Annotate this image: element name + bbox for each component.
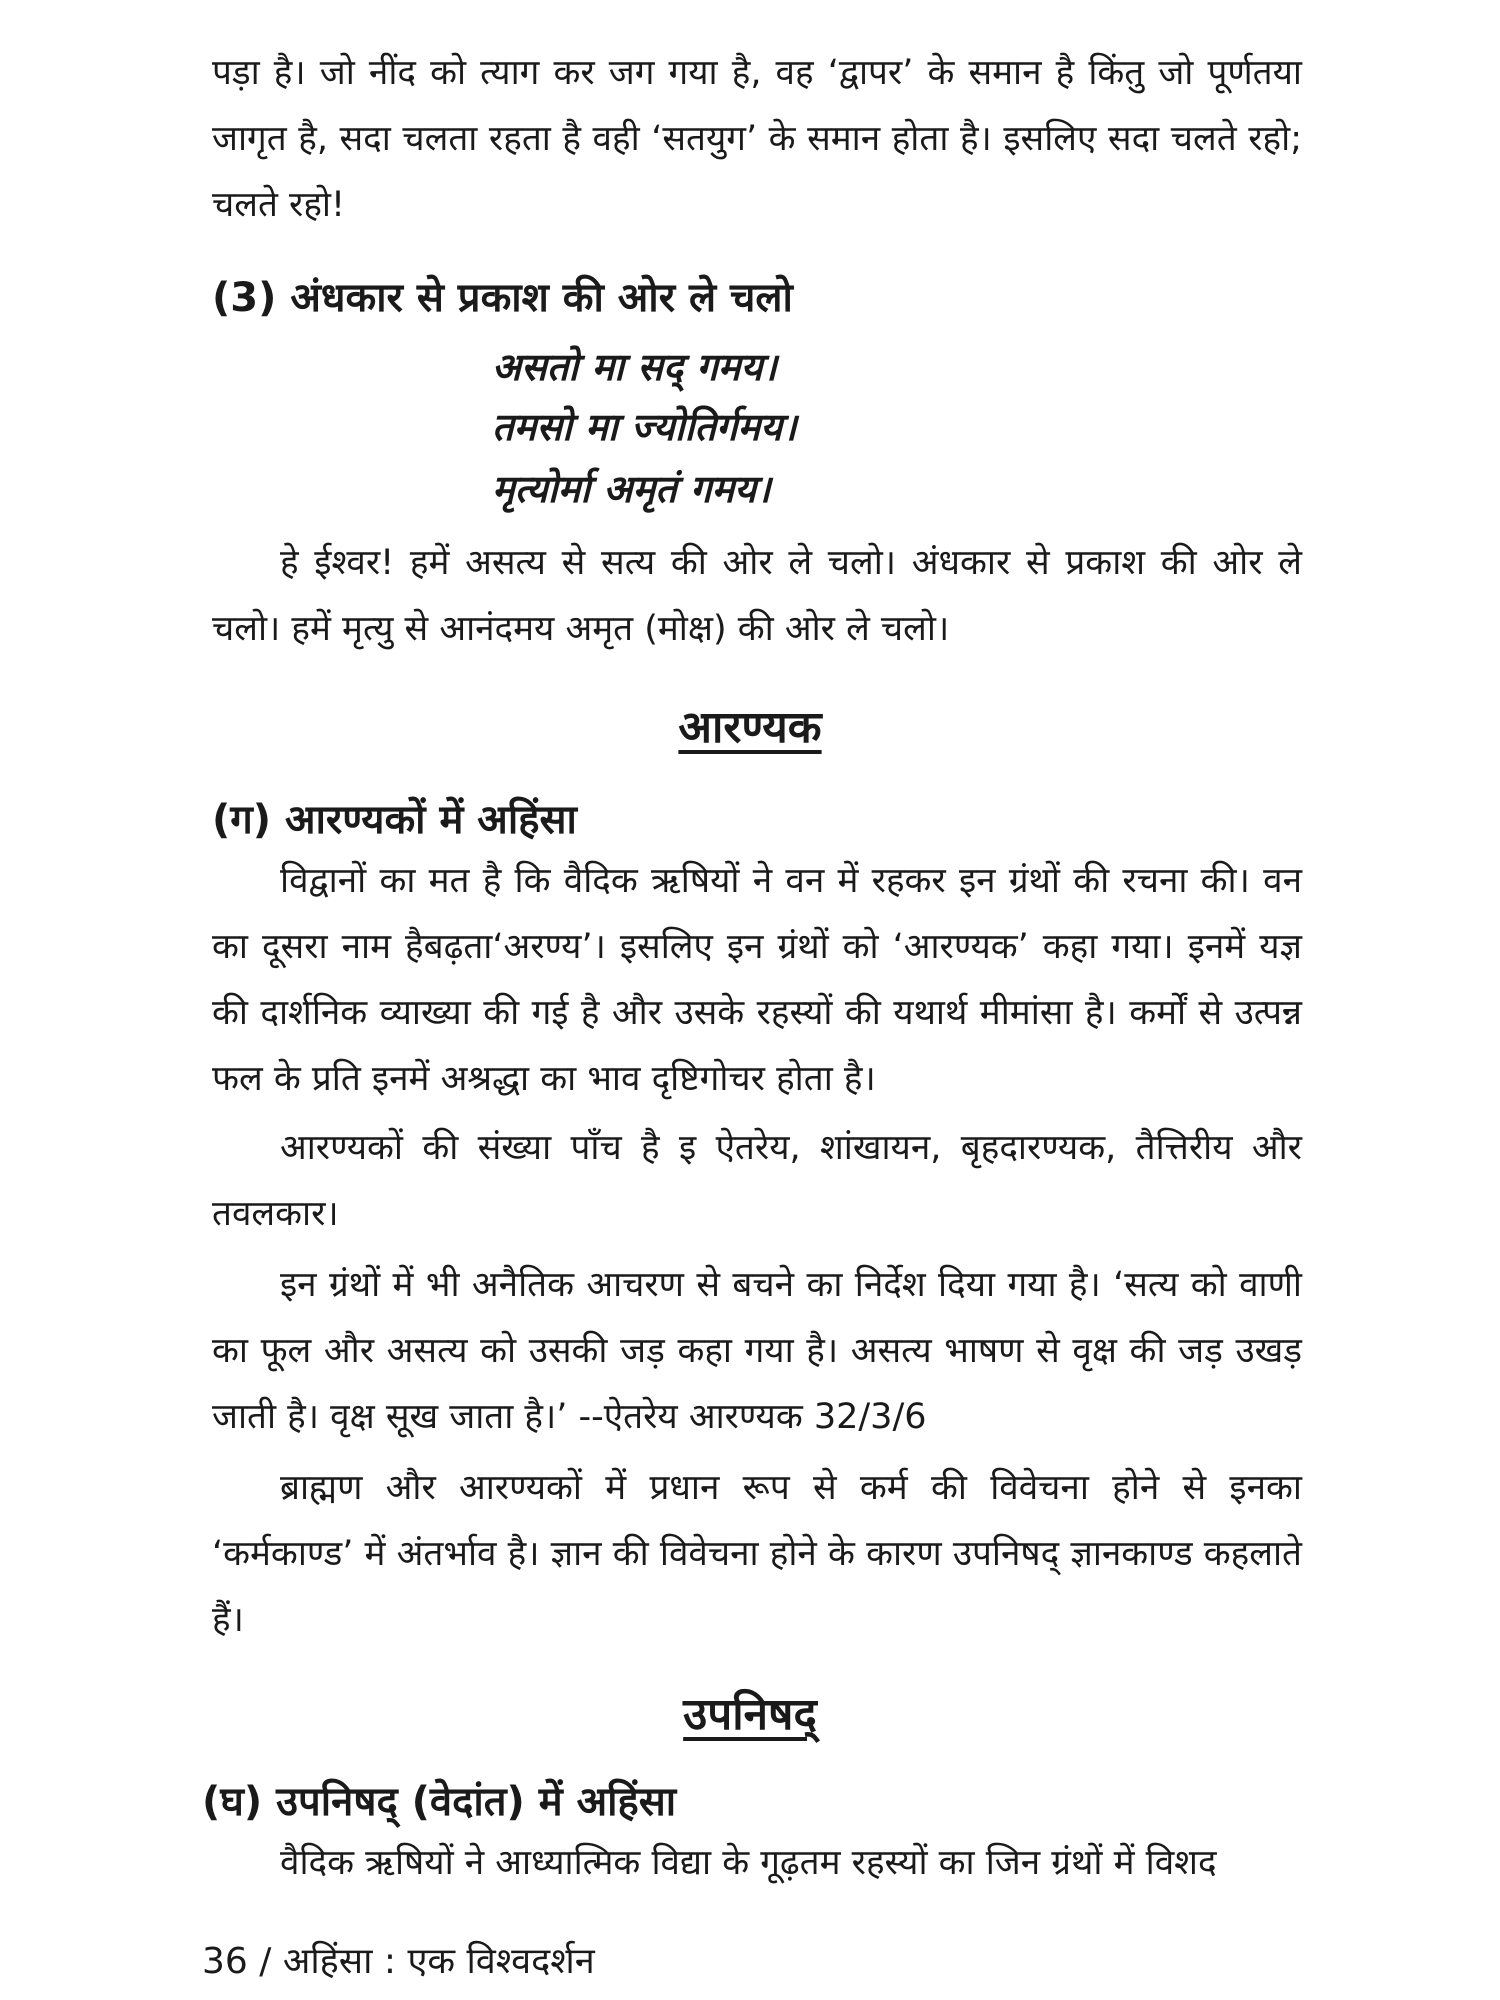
aranyak-title-text: आरण्यक — [678, 702, 822, 753]
top-paragraph: पड़ा है। जो नींद को त्याग कर जग गया है, वह ‘द्वापर’ के समान है किंतु जो पूर्णतया जागृत है, सदा चलता रहता है वही ‘सतयुग’ के समान होता है। इसलिए सदा चलते रहो; चलते रहो! — [212, 53, 1302, 225]
aranyak-title — [0, 695, 1500, 755]
upanishad-title-text: उपनिषद् — [683, 1689, 817, 1740]
aranyak-paragraph-1: विद्वानों का मत है कि वैदिक ऋषियों ने वन में रहकर इन ग्रंथों की रचना की। वन का दूसरा नाम हैबढ़ता‘अरण्य’। इसलिए इन ग्रंथों को ‘आरण्यक’ कहा गया। इनमें यज्ञ की दार्शनिक व्याख्या की गई है और उसके रहस्यों की यथार्थ मीमांसा है। कर्मों से उत्पन्न फल के प्रति इनमें अश्रद्धा का भाव दृष्टिगोचर होता है। — [212, 861, 1302, 1099]
verse-line-1: असतो मा सद् गमय। — [492, 345, 777, 389]
aranyak-paragraph-3: इन ग्रंथों में भी अनैतिक आचरण से बचने का निर्देश दिया गया है। ‘सत्य को वाणी का फूल और असत्य को उसकी जड़ कहा गया है। असत्य भाषण से वृक्ष की जड़ उखड़ जाती है। वृक्ष सूख जाता है।’ --ऐतरेय आरण्यक 32/3/6 — [212, 1265, 1302, 1437]
verse-meaning-paragraph: हे ईश्वर! हमें असत्य से सत्य की ओर ले चलो। अंधकार से प्रकाश की ओर ले चलो। हमें मृत्यु से आनंदमय अमृत (मोक्ष) की ओर ले चलो। — [212, 543, 1302, 649]
aranyak-paragraph-2: आरण्यकों की संख्या पाँच है इ ऐतरेय, शांखायन, बृहदारण्यक, तैत्तिरीय और तवलकार। — [212, 1128, 1302, 1234]
verse-line-3: मृत्योर्मा अमृतं गमय। — [492, 467, 771, 511]
upanishad-paragraph: वैदिक ऋषियों ने आध्यात्मिक विद्या के गूढ़तम रहस्यों का जिन ग्रंथों में विशद — [280, 1843, 1217, 1883]
page-footer: 36 / अहिंसा : एक विश्वदर्शन — [202, 1941, 595, 1982]
aranyak-subheading: (ग) आरण्यकों में अहिंसा — [212, 797, 577, 843]
upanishad-subheading: (घ) उपनिषद् (वेदांत) में अहिंसा — [202, 1779, 677, 1825]
section-3-heading: (3) अंधकार से प्रकाश की ओर ले चलो — [212, 275, 793, 321]
aranyak-paragraph-4: ब्राह्मण और आरण्यकों में प्रधान रूप से कर्म की विवेचना होने से इनका ‘कर्मकाण्ड’ में अंतर्भाव है। ज्ञान की विवेचना होने के कारण उपनिषद् ज्ञानकाण्ड कहलाते हैं। — [212, 1468, 1302, 1640]
upanishad-title — [0, 1682, 1500, 1742]
verse-line-2: तमसो मा ज्योतिर्गमय। — [492, 405, 797, 449]
